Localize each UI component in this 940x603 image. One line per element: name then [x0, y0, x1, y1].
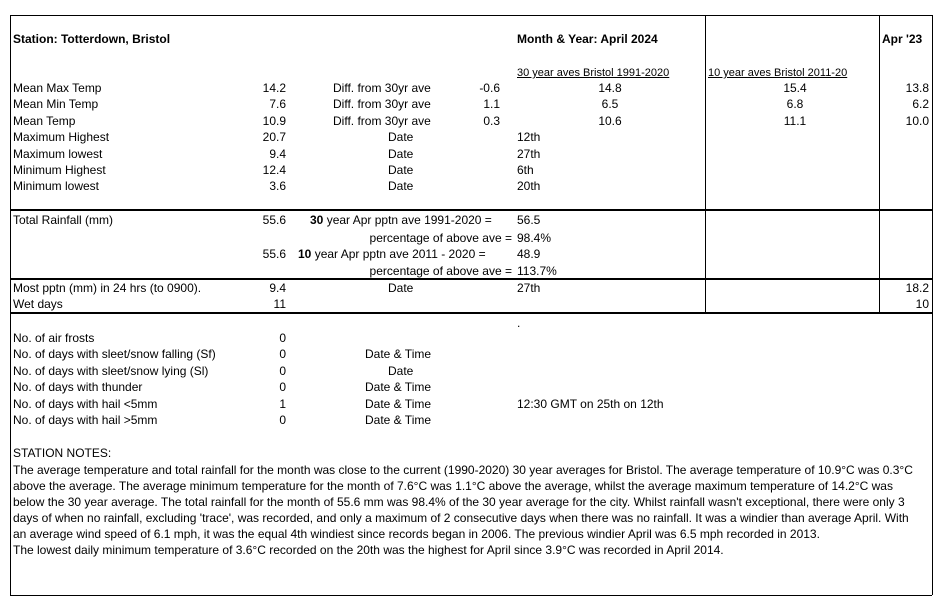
- rule-3: [10, 312, 932, 314]
- right-border: [932, 15, 933, 595]
- month-year: Month & Year: April 2024: [517, 32, 658, 46]
- bottom-border: [10, 595, 932, 596]
- station-notes: [13, 462, 913, 558]
- most-pptn-prev: 18.2: [905, 281, 929, 295]
- divider-prev: [879, 15, 880, 313]
- rainfall-ave10-value: 48.9: [517, 247, 541, 261]
- most-pptn-date: 27th: [517, 281, 541, 295]
- rainfall-pct10-value: 113.7%: [517, 264, 557, 278]
- rainfall-ave30-value: 56.5: [517, 213, 541, 227]
- rainfall-label: Total Rainfall (mm): [13, 213, 114, 227]
- rainfall-value-2: 55.6: [262, 247, 286, 261]
- rule-2: [10, 278, 932, 280]
- rainfall-pct10-label: percentage of above ave =: [369, 264, 512, 278]
- wet-days-value: 11: [273, 297, 286, 311]
- rainfall-ave10-text: 10 year Apr pptn ave 2011 - 2020 =: [298, 247, 486, 261]
- rule-1: [10, 209, 932, 211]
- rainfall-pct30-label: percentage of above ave =: [369, 231, 512, 245]
- most-pptn-value: 9.4: [269, 281, 286, 295]
- most-pptn-label: Most pptn (mm) in 24 hrs (to 0900).: [13, 281, 202, 295]
- most-pptn-date-label: Date: [388, 281, 414, 295]
- aves30-header: 30 year aves Bristol 1991-2020: [517, 67, 670, 79]
- rainfall-value: 55.6: [262, 213, 286, 227]
- stray-dot: .: [517, 316, 521, 330]
- aves10-header: 10 year aves Bristol 2011-20: [708, 67, 848, 79]
- notes-title: STATION NOTES:: [13, 446, 112, 460]
- notes-paragraph-2: The lowest daily minimum temperature of 3.6°C recorded on the 20th was the highest for April since 3.9°C was recorded in April 2014.: [13, 543, 724, 557]
- notes-paragraph-1: The average temperature and total rainfall for the month was close to the current (1990-2020) 30 year averages for Bristol. The average temperature of 10.9°C was 0.3°C above the average. The average minimum temperature for the month of 7.6°C was 1.1°C above the average, whilst the average maximum temperature of 14.2°C was below the 30 year average. The total rainfall for the month of 55.6 mm was 98.4% of the 30 year average for the city. Whilst rainfall wasn't exceptional, there were only 3 days of when no rainfall, excluding 'trace', was recorded, and only a maximum of 2 consecutive days when there was no rainfall. It was a windier than average April. With an average wind speed of 6.1 mph, it was the equal 4th windiest since records began in 2006. The previous windier April was 6.5 mph recorded in 2013.: [13, 463, 913, 541]
- wet-days-label: Wet days: [13, 297, 63, 311]
- prev-year-header: Apr '23: [882, 32, 923, 46]
- top-border: [10, 15, 932, 16]
- left-border: [10, 15, 11, 595]
- station-title: Station: Totterdown, Bristol: [13, 32, 171, 46]
- rainfall-ave30-text: 30 year Apr pptn ave 1991-2020 =: [310, 213, 492, 227]
- rainfall-pct30-value: 98.4%: [517, 231, 552, 245]
- divider-10yr: [705, 15, 706, 313]
- wet-days-prev: 10: [915, 297, 929, 311]
